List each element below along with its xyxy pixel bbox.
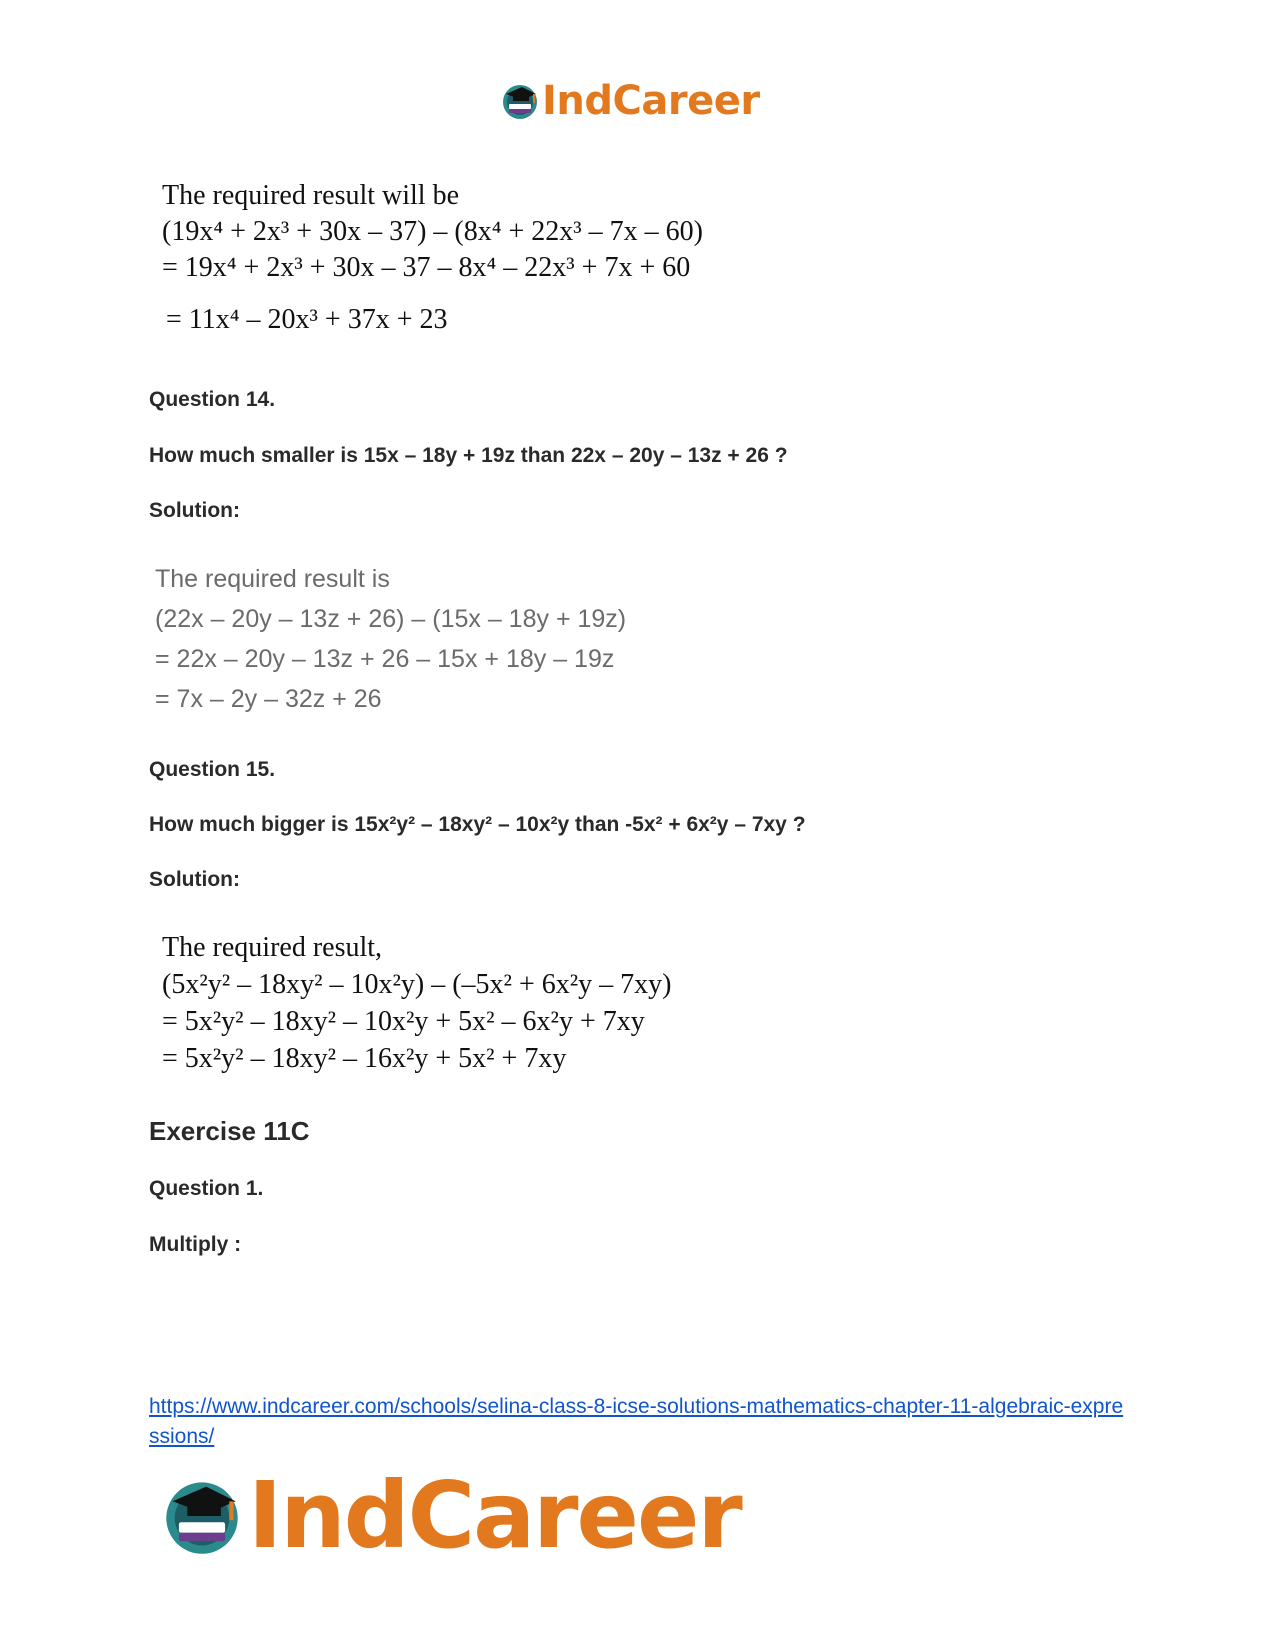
math-line: The required result is bbox=[155, 565, 390, 593]
logo-wordmark: IndCareer bbox=[542, 78, 760, 124]
exercise-question-1-label: Question 1. bbox=[149, 1177, 264, 1200]
graduation-cap-icon bbox=[500, 81, 540, 121]
math-line: (22x – 20y – 13z + 26) – (15x – 18y + 19z) bbox=[155, 605, 627, 633]
source-link[interactable]: https://www.indcareer.com/schools/selina-class-8-icse-solutions-mathematics-chapter-11-algebraic-expressions/ bbox=[149, 1395, 1124, 1448]
logo-wordmark: IndCareer bbox=[248, 1462, 741, 1569]
result-block-15 bbox=[162, 932, 671, 1075]
exercise-question-1-text: Multiply : bbox=[149, 1233, 242, 1256]
question-15-text: How much bigger is 15x²y² – 18xy² – 10x²y than -5x² + 6x²y – 7xy ? bbox=[149, 813, 806, 836]
math-line: (5x²y² – 18xy² – 10x²y) – (–5x² + 6x²y – 7xy) bbox=[162, 969, 672, 1000]
math-line: The required result will be bbox=[162, 180, 460, 211]
math-line: = 19x⁴ + 2x³ + 30x – 37 – 8x⁴ – 22x³ + 7x + 60 bbox=[162, 252, 691, 283]
question-14-text: How much smaller is 15x – 18y + 19z than 22x – 20y – 13z + 26 ? bbox=[149, 444, 788, 467]
question-14-solution-label: Solution: bbox=[149, 499, 240, 522]
exercise-heading: Exercise 11C bbox=[149, 1116, 310, 1146]
result-block-14 bbox=[155, 565, 626, 714]
math-line: = 5x²y² – 18xy² – 10x²y + 5x² – 6x²y + 7xy bbox=[162, 1006, 645, 1037]
math-line: = 22x – 20y – 13z + 26 – 15x + 18y – 19z bbox=[155, 645, 615, 673]
math-line: (19x⁴ + 2x³ + 30x – 37) – (8x⁴ + 22x³ – 7x – 60) bbox=[162, 216, 703, 247]
math-line: = 7x – 2y – 32z + 26 bbox=[155, 685, 382, 713]
question-15-label: Question 15. bbox=[149, 758, 276, 781]
question-15-solution-label: Solution: bbox=[149, 868, 240, 891]
math-line: = 5x²y² – 18xy² – 16x²y + 5x² + 7xy bbox=[162, 1043, 567, 1074]
math-line: The required result, bbox=[162, 932, 383, 963]
graduation-cap-icon bbox=[160, 1474, 244, 1558]
question-14-label: Question 14. bbox=[149, 388, 276, 411]
indcareer-logo-bottom bbox=[160, 1462, 741, 1569]
indcareer-logo-top bbox=[500, 78, 760, 124]
result-block-13 bbox=[162, 180, 703, 336]
math-line: = 11x⁴ – 20x³ + 37x + 23 bbox=[166, 304, 448, 335]
